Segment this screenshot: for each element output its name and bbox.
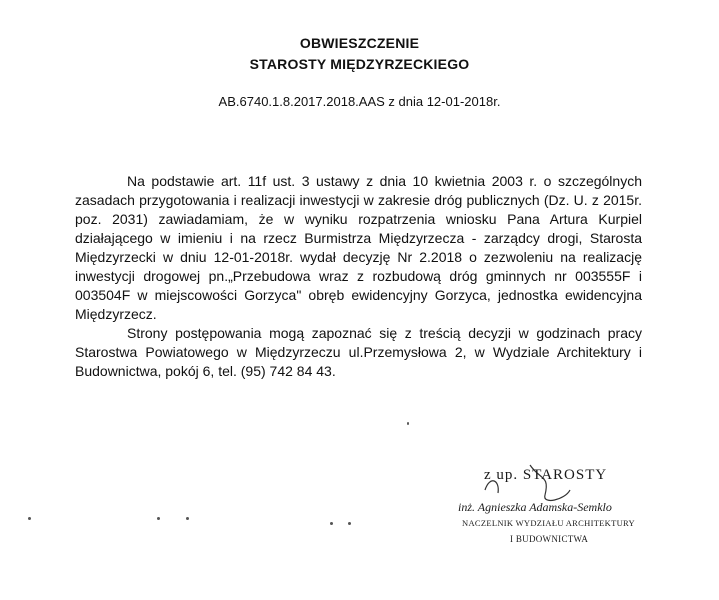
scan-speck: [157, 517, 160, 520]
scan-speck: [407, 422, 409, 425]
body-line: Strony postępowania mogą zapoznać się z treścią decyzji w godzinach pracy: [127, 325, 642, 341]
reference-number: AB.6740.1.8.2017.2018.AAS z dnia 12-01-2018r.: [218, 94, 501, 109]
notice-body: [75, 172, 642, 381]
body-line: Międzyrzecki w dniu 12-01-2018r. wydał decyzję Nr 2.2018 o zezwoleniu na realizację: [75, 249, 642, 265]
body-line: Międzyrzecz.: [75, 306, 157, 322]
scan-speck: [330, 522, 333, 525]
notice-subtitle: STAROSTY MIĘDZYRZECKIEGO: [249, 56, 470, 72]
body-line: Starostwa Powiatowego w Międzyrzeczu ul.Przemysłowa 2, w Wydziale Architektury i: [75, 344, 642, 360]
scan-speck: [186, 517, 189, 520]
body-line: Budownictwa, pokój 6, tel. (95) 742 84 43.: [75, 363, 336, 379]
notice-title: OBWIESZCZENIE: [299, 35, 420, 51]
signature-authority: z up. STAROSTY: [484, 467, 608, 483]
body-line: 003504F w miejscowości Gorzyca" obręb ewidencyjny Gorzyca, jednostka ewidencyjna: [75, 287, 642, 303]
signature-name: inż. Agnieszka Adamska-Semklo: [458, 500, 612, 514]
signature-department: I BUDOWNICTWA: [510, 534, 589, 544]
body-line: działającego w imieniu i na rzecz Burmistrza Międzyrzecza - zarządcy drogi, Starosta: [75, 230, 642, 246]
body-line: Na podstawie art. 11f ust. 3 ustawy z dnia 10 kwietnia 2003 r. o szczególnych: [127, 173, 642, 189]
signature-position: NACZELNIK WYDZIAŁU ARCHITEKTURY: [462, 518, 635, 528]
scan-speck: [348, 522, 351, 525]
body-line: inwestycji drogowej pn.„Przebudowa wraz z rozbudową dróg gminnych nr 003555F i: [75, 268, 642, 284]
body-line: zasadach przygotowania i realizacji inwestycji w zakresie dróg publicznych (Dz. U. z 2015r.: [75, 192, 642, 208]
scan-speck: [28, 517, 31, 520]
body-line: poz. 2031) zawiadamiam, że w wyniku rozpatrzenia wniosku Pana Artura Kurpiel: [75, 211, 642, 227]
